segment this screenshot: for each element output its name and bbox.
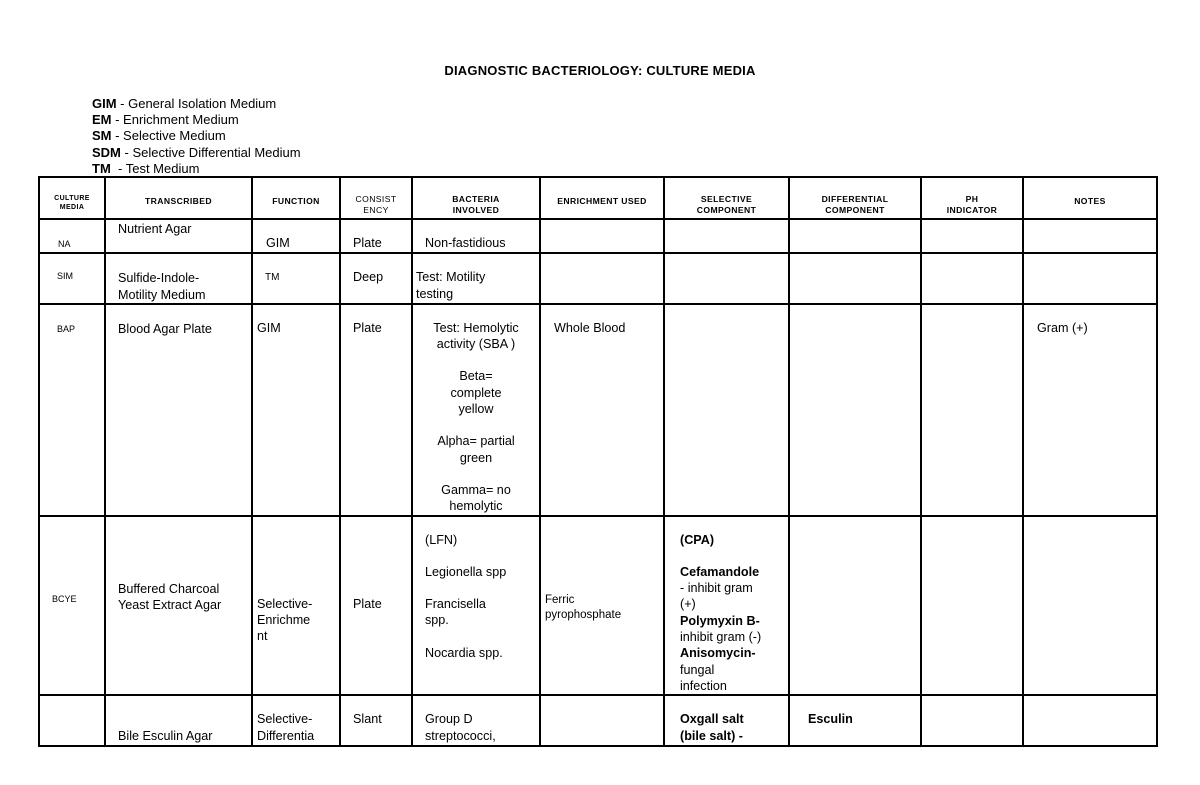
cell-ph xyxy=(921,219,1023,253)
cell-notes: Gram (+) xyxy=(1023,304,1157,516)
cell-enrichment: Whole Blood xyxy=(540,304,664,516)
header-selective: SELECTIVE COMPONENT xyxy=(664,177,789,219)
header-differential: DIFFERENTIAL COMPONENT xyxy=(789,177,921,219)
cell-name: Blood Agar Plate xyxy=(105,304,252,516)
cell-consistency: Plate xyxy=(340,304,412,516)
cell-function: TM xyxy=(252,253,340,304)
cell-selective xyxy=(664,304,789,516)
cell-selective: (CPA) Cefamandole - inhibit gram (+) Polymyxin B- inhibit gram (-) Anisomycin- fungal infection xyxy=(664,516,789,696)
legend-item-gim: GIM - General Isolation Medium xyxy=(92,96,277,111)
cell-bacteria: Group D streptococci, xyxy=(412,695,540,745)
cell-code xyxy=(39,695,105,745)
cell-code: SIM xyxy=(39,253,105,304)
cell-enrichment xyxy=(540,695,664,745)
cell-differential: Esculin xyxy=(789,695,921,745)
cell-differential xyxy=(789,253,921,304)
cell-consistency: Plate xyxy=(340,516,412,696)
cell-name: Nutrient Agar xyxy=(105,219,252,253)
cell-enrichment: Ferric pyrophosphate xyxy=(540,516,664,696)
cell-enrichment xyxy=(540,253,664,304)
cell-differential xyxy=(789,219,921,253)
cell-notes xyxy=(1023,695,1157,745)
cell-bacteria: Non-fastidious xyxy=(412,219,540,253)
cell-differential xyxy=(789,516,921,696)
cell-consistency: Plate xyxy=(340,219,412,253)
culture-media-table xyxy=(38,176,1158,747)
table-row xyxy=(39,219,1157,253)
legend-item-tm: TM - Test Medium xyxy=(92,160,200,176)
header-bacteria: BACTERIA INVOLVED xyxy=(412,177,540,219)
cell-notes xyxy=(1023,253,1157,304)
cell-selective: Oxgall salt (bile salt) - xyxy=(664,695,789,745)
cell-differential xyxy=(789,304,921,516)
cell-consistency: Deep xyxy=(340,253,412,304)
cell-bacteria: Test: Motility testing xyxy=(412,253,540,304)
cell-name: Bile Esculin Agar xyxy=(105,695,252,745)
cell-name: Buffered Charcoal Yeast Extract Agar xyxy=(105,516,252,696)
legend-item-sm: SM - Selective Medium xyxy=(92,128,226,144)
cell-name: Sulfide-Indole- Motility Medium xyxy=(105,253,252,304)
cell-selective xyxy=(664,219,789,253)
cell-consistency: Slant xyxy=(340,695,412,745)
cell-bacteria: Test: Hemolytic activity (SBA ) Beta= complete yellow Alpha= partial green Gamma= no hemolytic xyxy=(412,304,540,516)
header-transcribed: TRANSCRIBED xyxy=(105,177,252,219)
header-consistency: CONSIST ENCY xyxy=(340,177,412,219)
cell-enrichment xyxy=(540,219,664,253)
header-ph: PH INDICATOR xyxy=(921,177,1023,219)
legend-item-em: EM - Enrichment Medium xyxy=(92,112,239,128)
cell-ph xyxy=(921,516,1023,696)
cell-code: BAP xyxy=(39,304,105,516)
cell-code: NA xyxy=(39,219,105,253)
page-title: DIAGNOSTIC BACTERIOLOGY: CULTURE MEDIA xyxy=(444,63,756,78)
legend-item-sdm: SDM - Selective Differential Medium xyxy=(92,144,301,160)
cell-ph xyxy=(921,304,1023,516)
cell-notes xyxy=(1023,219,1157,253)
cell-function: Selective- Differentia xyxy=(252,695,340,745)
cell-function: Selective- Enrichme nt xyxy=(252,516,340,696)
cell-function: GIM xyxy=(252,219,340,253)
header-notes: NOTES xyxy=(1023,177,1157,219)
cell-bacteria: (LFN) Legionella spp Francisella spp. Nocardia spp. xyxy=(412,516,540,696)
cell-notes xyxy=(1023,516,1157,696)
cell-function: GIM xyxy=(252,304,340,516)
header-row xyxy=(39,177,1157,219)
cell-ph xyxy=(921,253,1023,304)
legend xyxy=(92,96,301,177)
table-row xyxy=(39,695,1157,745)
cell-ph xyxy=(921,695,1023,745)
header-culture-media: CULTURE MEDIA xyxy=(39,177,105,219)
table-row xyxy=(39,516,1157,696)
header-enrichment: ENRICHMENT USED xyxy=(540,177,664,219)
cell-code: BCYE xyxy=(39,516,105,696)
table-row xyxy=(39,304,1157,516)
cell-selective xyxy=(664,253,789,304)
header-function: FUNCTION xyxy=(252,177,340,219)
table-row xyxy=(39,253,1157,304)
